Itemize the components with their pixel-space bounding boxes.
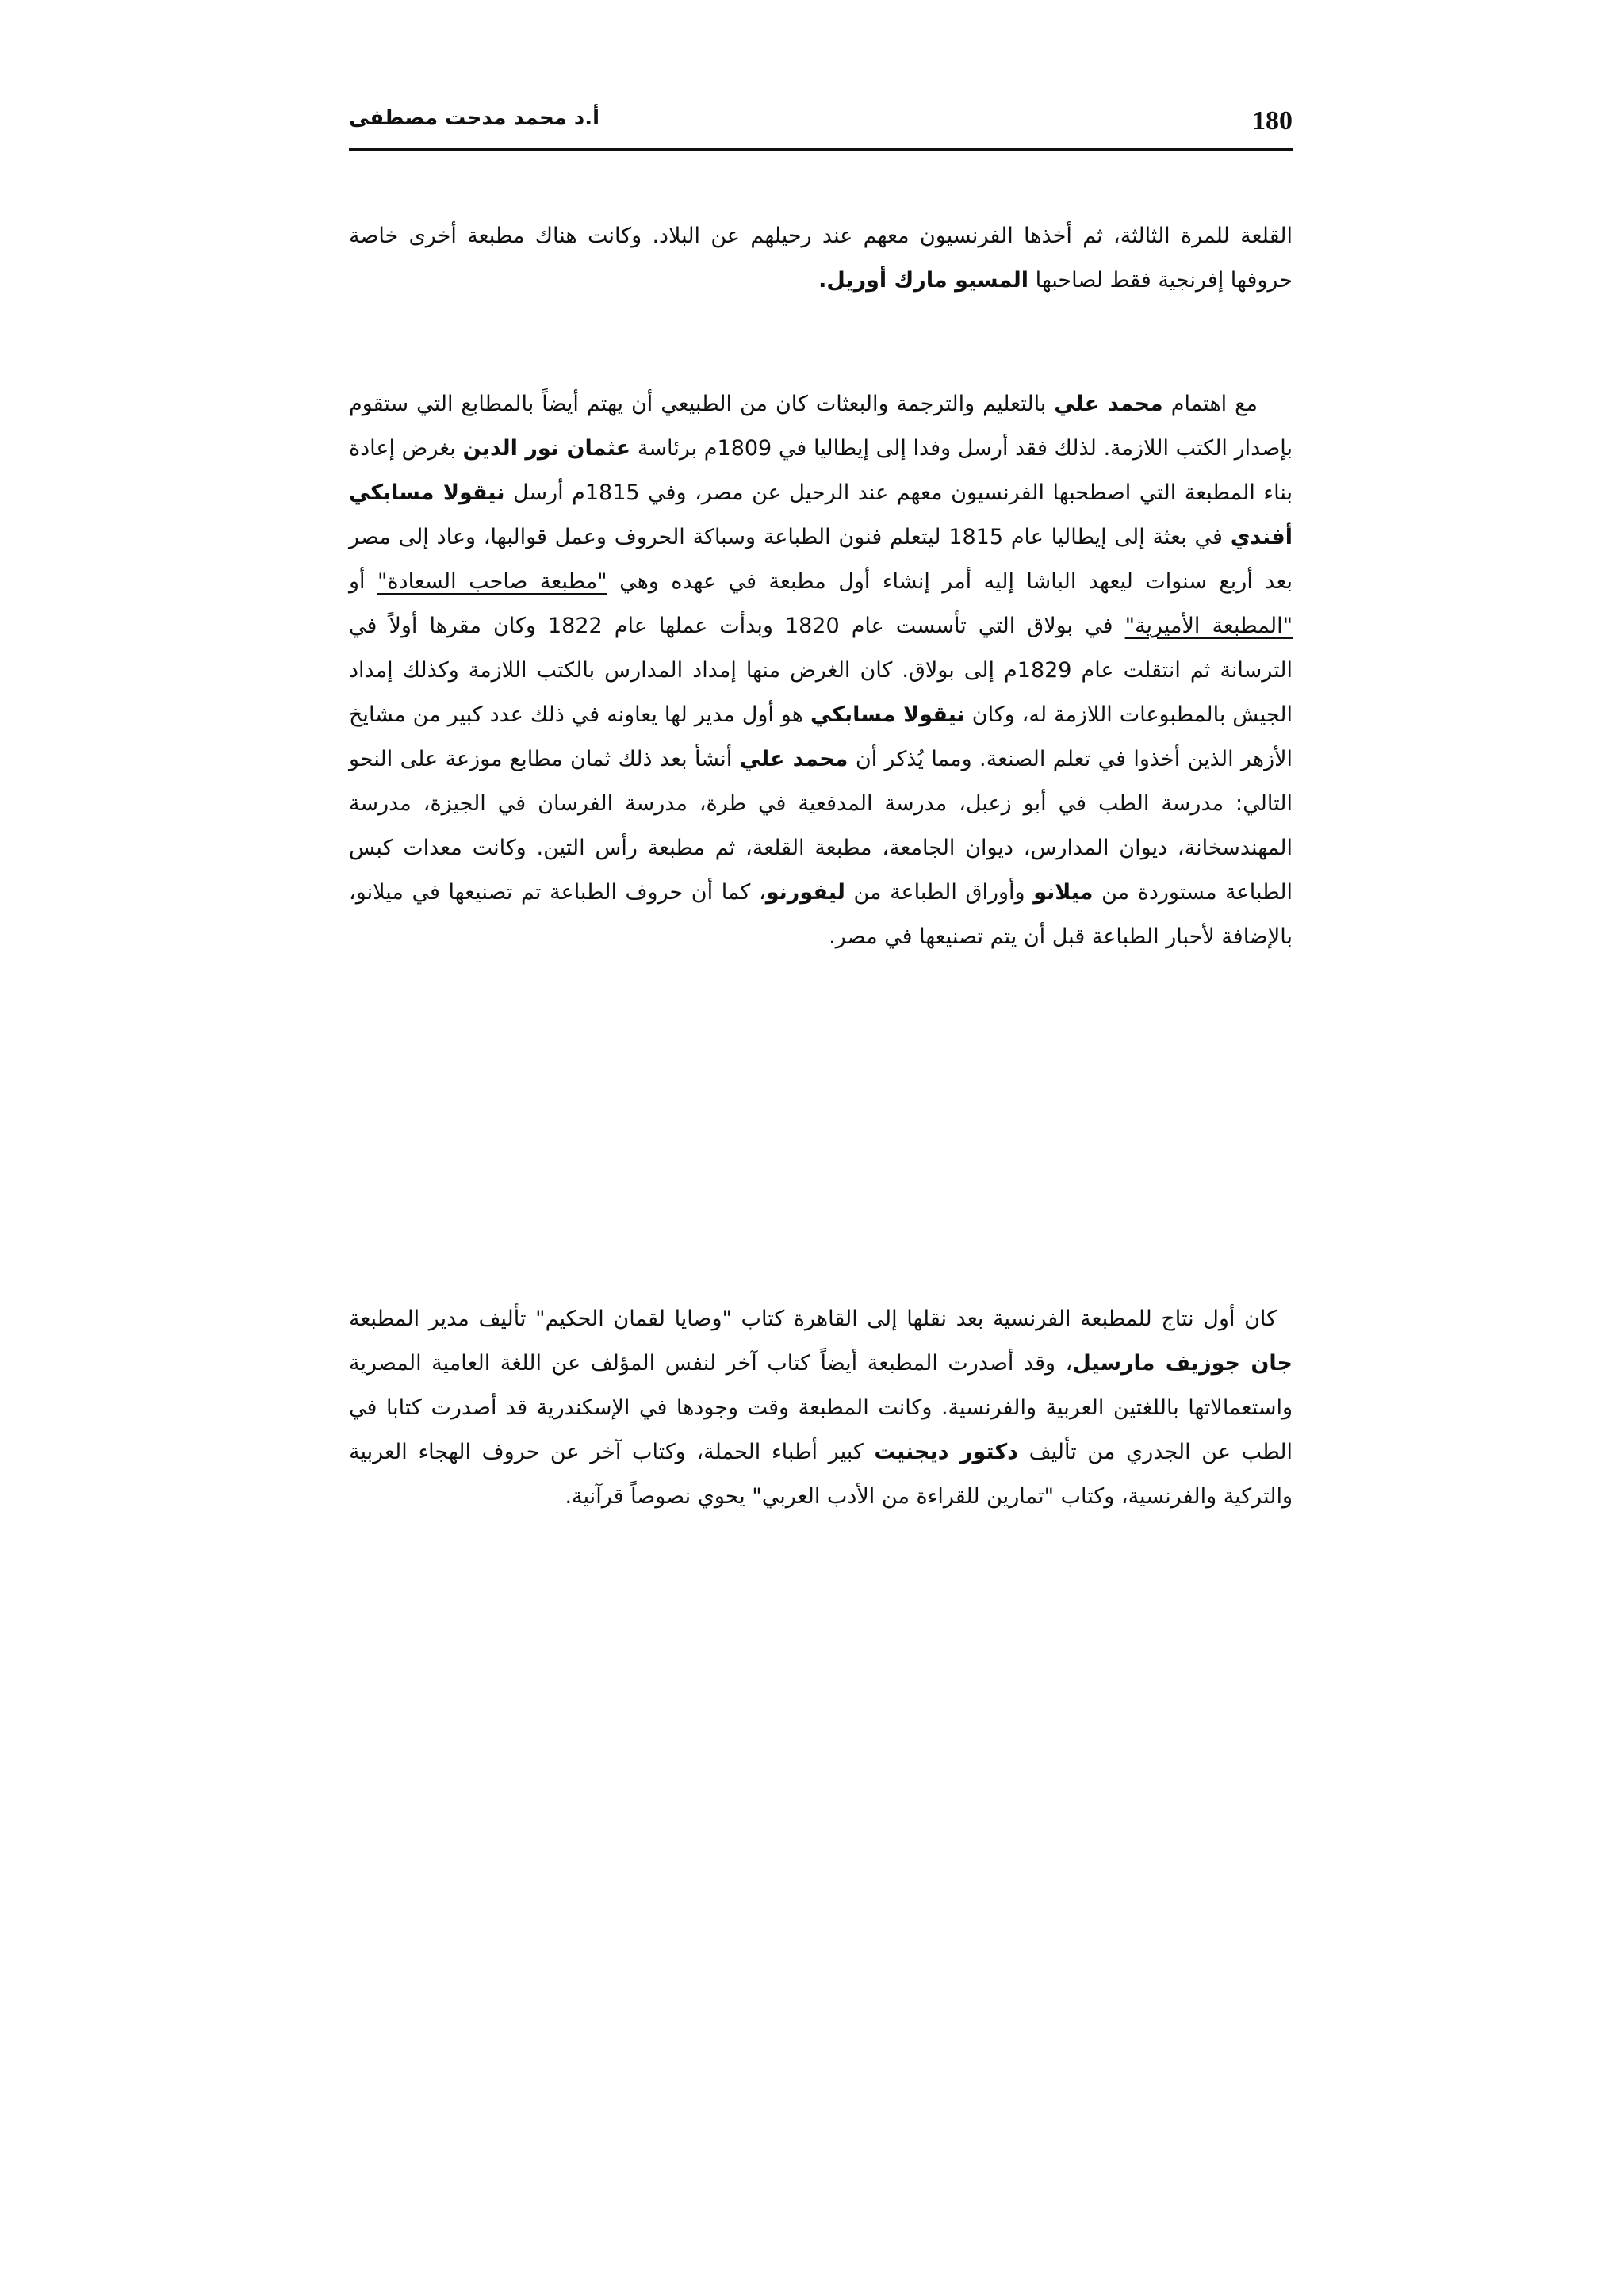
- underlined-title: "مطبعة صاحب السعادة": [377, 569, 607, 594]
- bold-name: محمد علي: [739, 747, 848, 771]
- bold-name: المسيو مارك أوريل.: [818, 268, 1029, 293]
- text-run: أو: [349, 569, 377, 594]
- text-run: هو أول مدير لها يعاونه في ذلك عدد كبير من مشايخ الأزهر الذين أخذوا في تعلم الصنعة. ومما يُذكر أن: [349, 702, 1293, 771]
- bold-name: محمد علي: [1054, 392, 1163, 416]
- bold-name: ميلانو: [1033, 880, 1094, 905]
- text-run: في بولاق التي تأسست عام 1820 وبدأت عملها عام 1822 وكان مقرها أولاً في الترسانة ثم انتقلت عام 1829م إلى بولاق. كان الغرض منها إمداد المدارس بالكتب اللازمة وكذلك إمداد الجيش بالمطبوعات اللازمة له، وكان: [349, 614, 1293, 727]
- text-run: بالتعليم والترجمة والبعثات كان من الطبيعي أن يهتم أيضاً بالمطابع التي ستقوم بإصدار الكتب اللازمة. لذلك فقد أرسل وفدا إلى إيطاليا في 1809م برئاسة: [349, 392, 1293, 461]
- text-run: كبير أطباء الحملة، وكتاب آخر عن حروف الهجاء العربية والتركية والفرنسية، وكتاب "تمارين للقراءة من الأدب العربي" يحوي نصوصاً قرآنية.: [349, 1440, 1293, 1509]
- text-run: كان أول نتاج للمطبعة الفرنسية بعد نقلها إلى القاهرة كتاب "وصايا لقمان الحكيم" تأليف مدير المطبعة: [349, 1307, 1277, 1331]
- header-divider: [349, 148, 1293, 151]
- page-number: 180: [1252, 106, 1293, 136]
- text-run: وأوراق الطباعة من: [845, 880, 1034, 905]
- bold-name: نيقولا مسابكي: [810, 702, 965, 727]
- bold-name: ليفورنو: [765, 880, 845, 905]
- text-run: ، كما أن حروف الطباعة تم تصنيعها في ميلانو، بالإضافة لأحبار الطباعة قبل أن يتم تصنيعها في مصر.: [349, 880, 1293, 949]
- underlined-title: "المطبعة الأميرية": [1124, 614, 1293, 638]
- text-run: أنشأ بعد ذلك ثمان مطابع موزعة على النحو التالي: مدرسة الطب في أبو زعبل، مدرسة المدفعية في طرة، مدرسة الفرسان في الجيزة، مدرسة المهندسخانة، ديوان المدارس، ديوان الجامعة، مطبعة القلعة، ثم مطبعة رأس التين. وكانت معدات كبس الطباعة مستوردة من: [349, 747, 1293, 905]
- paragraph-1: [349, 214, 1293, 303]
- page-header: [349, 101, 1293, 146]
- bold-name: نيقولا مسابكي أفندي: [349, 480, 1293, 549]
- text-run: في بعثة إلى إيطاليا عام 1815 ليتعلم فنون الطباعة وسباكة الحروف وعمل قوالبها، وعاد إلى مصر بعد أربع سنوات ليعهد الباشا إليه أمر إنشاء أول مطبعة في عهده وهي: [349, 525, 1293, 594]
- text-run: القلعة للمرة الثالثة، ثم أخذها الفرنسيون معهم عند رحيلهم عن البلاد. وكانت هناك مطبعة أخرى خاصة حروفها إفرنجية فقط لصاحبها: [349, 224, 1293, 293]
- text-run: مع اهتمام: [1162, 392, 1258, 416]
- bold-name: جان جوزيف مارسيل: [1072, 1351, 1293, 1376]
- paragraph-2: [349, 382, 1293, 959]
- text-run: ، وقد أصدرت المطبعة أيضاً كتاب آخر لنفس المؤلف عن اللغة العامية المصرية واستعمالاتها باللغتين العربية والفرنسية. وكانت المطبعة وقت وجودها في الإسكندرية قد أصدرت كتابا في الطب عن الجدري من تأليف: [349, 1351, 1293, 1464]
- paragraph-3: [349, 1297, 1293, 1519]
- text-run: بغرض إعادة بناء المطبعة التي اصطحبها الفرنسيون معهم عند الرحيل عن مصر، وفي 1815م أرسل: [349, 436, 1293, 505]
- bold-name: دكتور ديجنيت: [874, 1440, 1019, 1464]
- running-head-author: أ.د محمد مدحت مصطفى: [349, 106, 600, 130]
- bold-name: عثمان نور الدين: [462, 436, 631, 461]
